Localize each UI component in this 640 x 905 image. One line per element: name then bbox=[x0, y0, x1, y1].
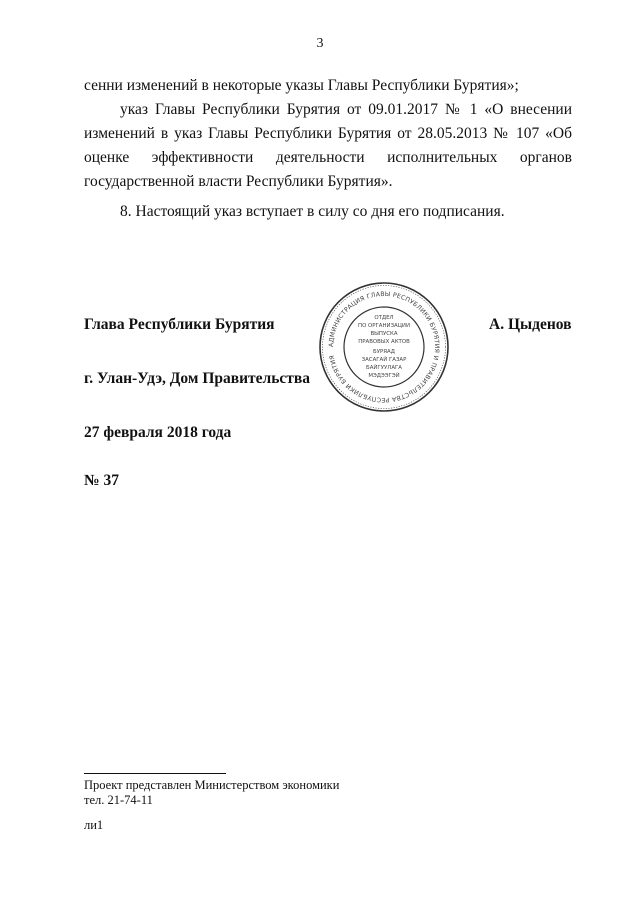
footnote-prepared-by: Проект представлен Министерством экономики bbox=[84, 778, 340, 792]
footnote-index: ли1 bbox=[84, 818, 104, 832]
seal-center-line: БАЙГУУЛАГА bbox=[366, 365, 402, 371]
official-seal-stamp bbox=[318, 281, 450, 413]
footnote-phone: тел. 21-74-11 bbox=[84, 793, 153, 807]
seal-center-line: ПРАВОВЫХ АКТОВ bbox=[358, 339, 410, 345]
seal-center-line: ЗАСАГАЙ ГАЗАР bbox=[361, 357, 407, 363]
paragraph-continuation: сенни изменений в некоторые указы Главы Республики Бурятия»; bbox=[84, 77, 519, 94]
signing-date: 27 февраля 2018 года bbox=[84, 424, 232, 441]
seal-center-line: ПО ОРГАНИЗАЦИИ bbox=[358, 323, 410, 329]
decree-number: № 37 bbox=[84, 472, 119, 489]
seal-center-line: ОТДЕЛ bbox=[374, 315, 394, 321]
seal-ring-text: АДМИНИСТРАЦИЯ ГЛАВЫ РЕСПУБЛИКИ БУРЯТИЯ И ПРАВИТЕЛЬСТВА РЕСПУБЛИКИ БУРЯТИЯ bbox=[327, 290, 441, 404]
signing-place: г. Улан-Удэ, Дом Правительства bbox=[84, 370, 311, 387]
page-number: 3 bbox=[316, 36, 324, 51]
signatory-name: А. Цыденов bbox=[489, 316, 572, 333]
seal-center-line: МЭДЭЭГЭЙ bbox=[368, 373, 400, 379]
footnote-divider bbox=[84, 773, 226, 774]
paragraph-clause-8: 8. Настоящий указ вступает в силу со дня его подписания. bbox=[120, 203, 505, 220]
seal-center-line: БУРЯАД bbox=[373, 349, 395, 355]
signatory-title: Глава Республики Бурятия bbox=[84, 316, 275, 333]
paragraph-decree-reference: указ Главы Республики Бурятия от 09.01.2017 № 1 «О внесении изменений в указ Главы Республики Бурятия от 28.05.2013 № 107 «Об оценке эффективности деятельности исполнительных органов государственной власти Республики Бурятия». bbox=[84, 101, 572, 190]
seal-center-line: ВЫПУСКА bbox=[370, 331, 398, 337]
